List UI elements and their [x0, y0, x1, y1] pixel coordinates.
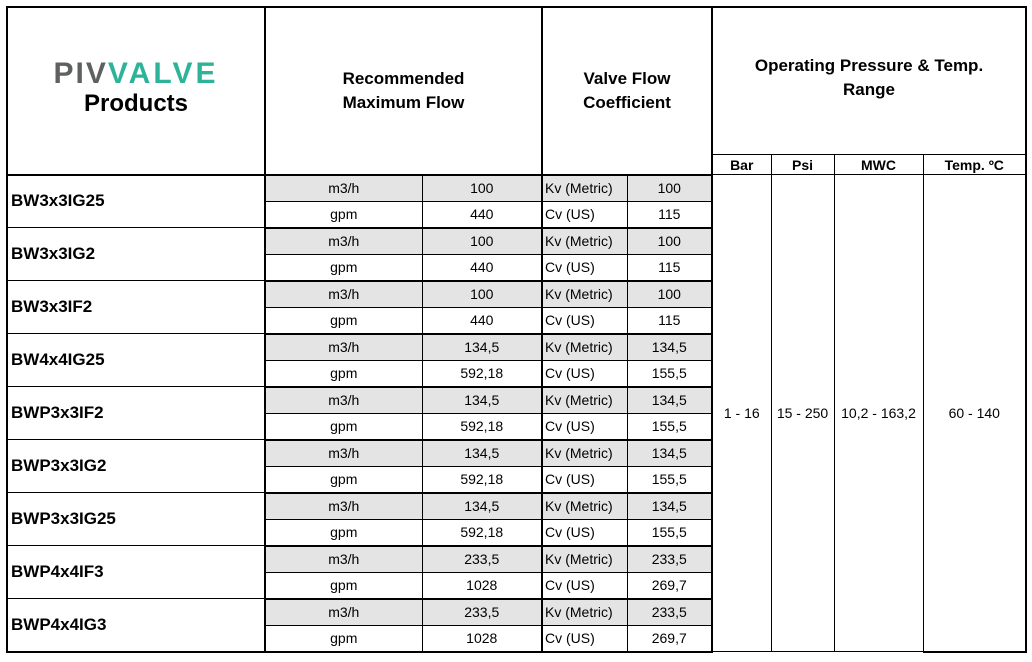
- us-coef-value: 155,5: [627, 519, 712, 546]
- us-flow-value: 1028: [422, 625, 542, 652]
- logo-text-piv: PIV: [53, 56, 108, 90]
- metric-flow-value: 233,5: [422, 546, 542, 573]
- metric-coef-value: 134,5: [627, 440, 712, 467]
- model-name: BWP4x4IG3: [7, 599, 265, 652]
- temp-column-header: Temp. ºC: [923, 155, 1026, 175]
- metric-coef-value: 134,5: [627, 493, 712, 520]
- metric-coef-value: 100: [627, 175, 712, 202]
- flow-header-cell: [265, 7, 542, 175]
- us-flow-unit: gpm: [265, 572, 422, 599]
- metric-coef-unit: Kv (Metric): [542, 493, 627, 520]
- metric-flow-value: 134,5: [422, 387, 542, 414]
- model-name: BWP3x3IF2: [7, 387, 265, 440]
- bar-column-header: Bar: [712, 155, 771, 175]
- metric-flow-value: 134,5: [422, 334, 542, 361]
- metric-flow-value: 100: [422, 228, 542, 255]
- us-flow-unit: gpm: [265, 519, 422, 546]
- us-coef-unit: Cv (US): [542, 201, 627, 228]
- model-name: BWP3x3IG25: [7, 493, 265, 546]
- table-row: [7, 175, 1026, 202]
- model-name: BW3x3IG2: [7, 228, 265, 281]
- metric-coef-value: 100: [627, 228, 712, 255]
- metric-coef-unit: Kv (Metric): [542, 599, 627, 626]
- metric-flow-unit: m3/h: [265, 387, 422, 414]
- us-flow-unit: gpm: [265, 625, 422, 652]
- us-coef-unit: Cv (US): [542, 254, 627, 281]
- us-coef-value: 269,7: [627, 625, 712, 652]
- us-flow-value: 440: [422, 201, 542, 228]
- metric-flow-value: 134,5: [422, 493, 542, 520]
- us-coef-unit: Cv (US): [542, 307, 627, 334]
- metric-coef-value: 100: [627, 281, 712, 308]
- us-flow-value: 1028: [422, 572, 542, 599]
- us-coef-value: 155,5: [627, 466, 712, 493]
- logo-text-valve: VALVE: [107, 56, 219, 90]
- bar-range: 1 - 16: [712, 175, 771, 652]
- metric-coef-unit: Kv (Metric): [542, 228, 627, 255]
- metric-flow-unit: m3/h: [265, 175, 422, 202]
- us-flow-unit: gpm: [265, 307, 422, 334]
- logo-header-cell: [7, 7, 265, 175]
- metric-flow-value: 100: [422, 175, 542, 202]
- metric-coef-unit: Kv (Metric): [542, 440, 627, 467]
- metric-flow-unit: m3/h: [265, 440, 422, 467]
- mwc-column-header: MWC: [834, 155, 923, 175]
- us-flow-value: 592,18: [422, 360, 542, 387]
- metric-flow-unit: m3/h: [265, 334, 422, 361]
- metric-coef-value: 134,5: [627, 334, 712, 361]
- metric-flow-unit: m3/h: [265, 228, 422, 255]
- model-name: BWP4x4IF3: [7, 546, 265, 599]
- us-flow-value: 440: [422, 254, 542, 281]
- psi-column-header: Psi: [771, 155, 834, 175]
- metric-coef-unit: Kv (Metric): [542, 387, 627, 414]
- metric-coef-unit: Kv (Metric): [542, 281, 627, 308]
- model-name: BWP3x3IG2: [7, 440, 265, 493]
- metric-flow-value: 134,5: [422, 440, 542, 467]
- flow-header: Recommended Maximum Flow: [342, 68, 465, 112]
- temp-range: 60 - 140: [923, 175, 1026, 652]
- us-coef-unit: Cv (US): [542, 413, 627, 440]
- brand-logo: [8, 54, 264, 94]
- us-coef-unit: Cv (US): [542, 625, 627, 652]
- op-header-cell: [712, 7, 1026, 155]
- us-coef-value: 115: [627, 201, 712, 228]
- us-flow-unit: gpm: [265, 201, 422, 228]
- metric-flow-unit: m3/h: [265, 493, 422, 520]
- metric-flow-unit: m3/h: [265, 546, 422, 573]
- metric-flow-value: 233,5: [422, 599, 542, 626]
- us-coef-unit: Cv (US): [542, 572, 627, 599]
- products-heading: Products: [83, 89, 188, 117]
- us-coef-value: 115: [627, 307, 712, 334]
- coef-header-cell: [542, 7, 712, 175]
- metric-flow-unit: m3/h: [265, 281, 422, 308]
- metric-coef-unit: Kv (Metric): [542, 546, 627, 573]
- metric-flow-value: 100: [422, 281, 542, 308]
- us-flow-value: 592,18: [422, 466, 542, 493]
- spec-sheet: [6, 6, 1027, 653]
- us-flow-value: 592,18: [422, 519, 542, 546]
- product-spec-table: [6, 6, 1027, 653]
- psi-range: 15 - 250: [771, 175, 834, 652]
- us-flow-unit: gpm: [265, 360, 422, 387]
- model-name: BW3x3IF2: [7, 281, 265, 334]
- us-coef-value: 269,7: [627, 572, 712, 599]
- mwc-range: 10,2 - 163,2: [834, 175, 923, 652]
- op-header: Operating Pressure & Temp. Range: [754, 56, 984, 99]
- us-flow-value: 440: [422, 307, 542, 334]
- metric-coef-value: 134,5: [627, 387, 712, 414]
- metric-flow-unit: m3/h: [265, 599, 422, 626]
- us-coef-unit: Cv (US): [542, 466, 627, 493]
- us-coef-value: 115: [627, 254, 712, 281]
- us-coef-value: 155,5: [627, 360, 712, 387]
- metric-coef-value: 233,5: [627, 599, 712, 626]
- model-name: BW3x3IG25: [7, 175, 265, 228]
- us-flow-value: 592,18: [422, 413, 542, 440]
- metric-coef-value: 233,5: [627, 546, 712, 573]
- model-name: BW4x4IG25: [7, 334, 265, 387]
- metric-coef-unit: Kv (Metric): [542, 334, 627, 361]
- coef-header: Valve Flow Coefficient: [583, 68, 671, 112]
- us-coef-unit: Cv (US): [542, 360, 627, 387]
- us-flow-unit: gpm: [265, 466, 422, 493]
- us-coef-unit: Cv (US): [542, 519, 627, 546]
- us-flow-unit: gpm: [265, 413, 422, 440]
- us-flow-unit: gpm: [265, 254, 422, 281]
- us-coef-value: 155,5: [627, 413, 712, 440]
- metric-coef-unit: Kv (Metric): [542, 175, 627, 202]
